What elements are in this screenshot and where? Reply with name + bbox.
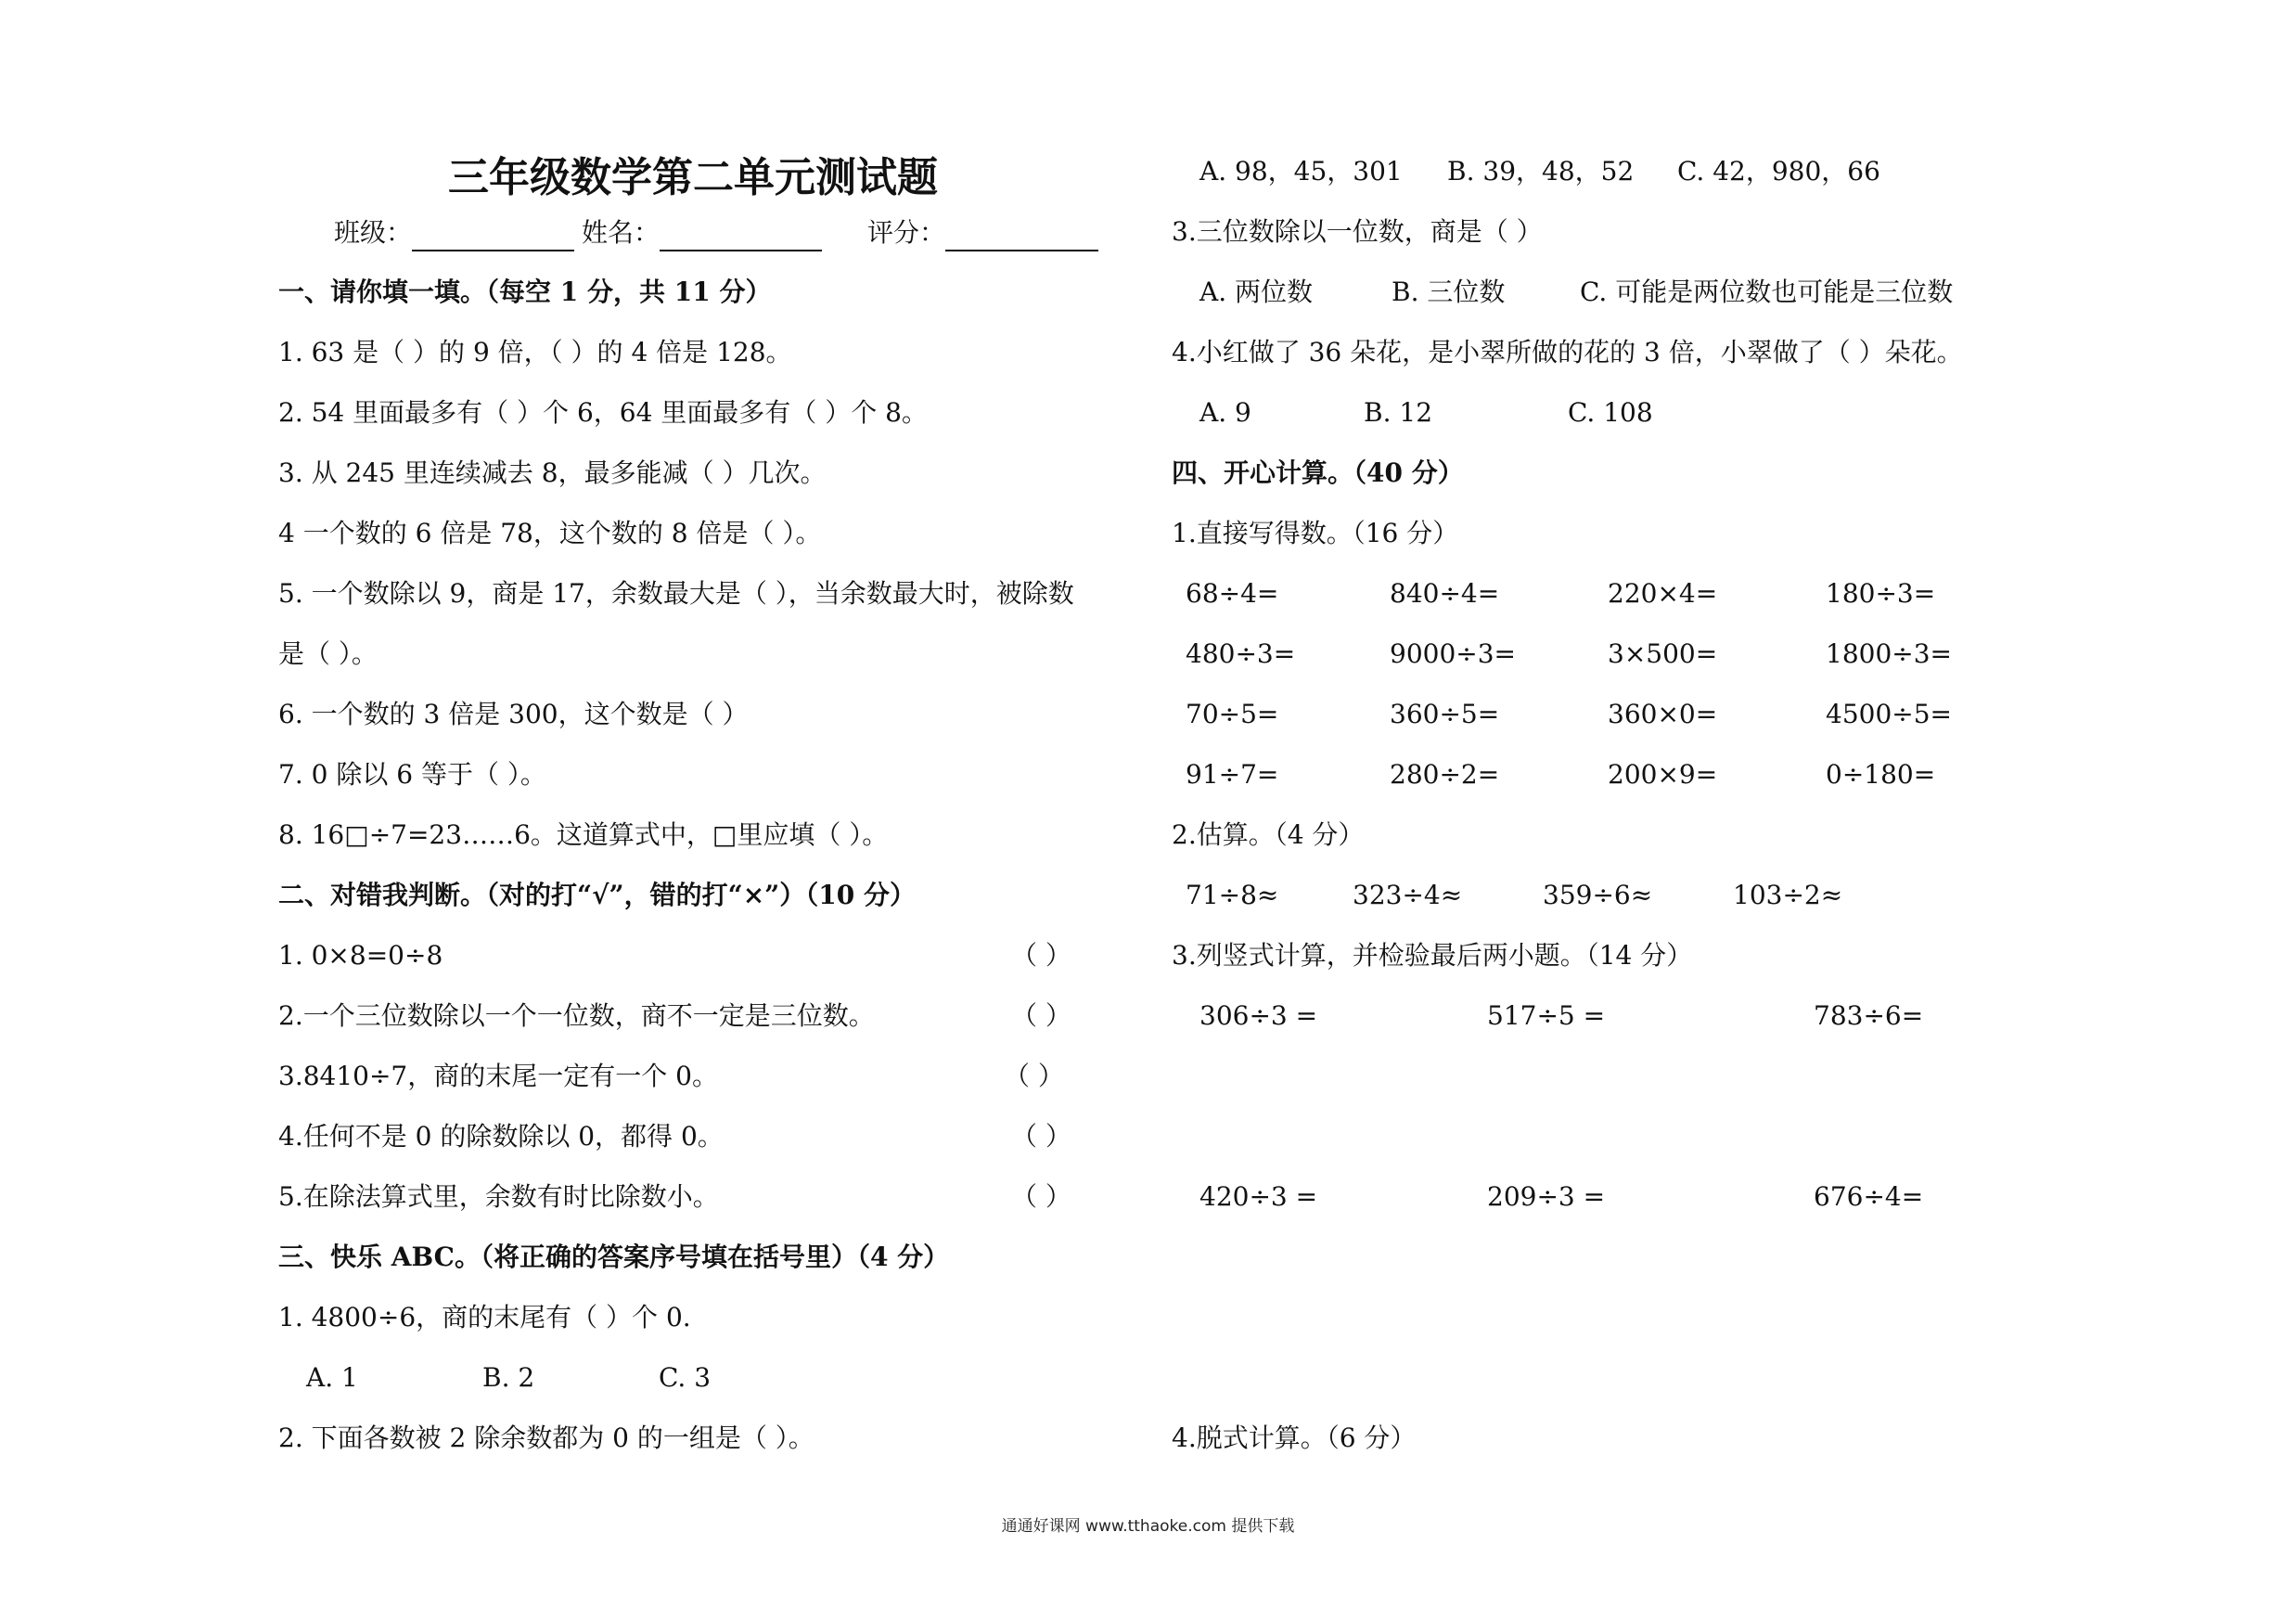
s3-q4-option-c: C. 108 [1568,397,1653,428]
name-blank[interactable] [660,250,822,251]
s3-question-4: 4.小红做了 36 朵花，是小翠所做的花的 3 倍，小翠做了（ ）朵花。 [1172,337,1963,367]
direct-calc: 220×4= [1608,578,1718,609]
s2-question-5: 5.在除法算式里，余数有时比除数小。 [278,1181,719,1212]
s3-q3-option-c: C. 可能是两位数也可能是三位数 [1580,277,1954,307]
direct-calc: 68÷4= [1186,578,1279,609]
section2-heading: 二、对错我判断。（对的打“√”，错的打“×”）（10 分） [278,880,917,910]
s4-sub3-heading: 3.列竖式计算，并检验最后两小题。（14 分） [1172,940,1693,971]
s3-q2-option-c: C. 42，980，66 [1677,156,1880,187]
s3-question-3: 3.三位数除以一位数，商是（ ） [1172,216,1543,247]
s2-question-1: 1. 0×8=0÷8 [278,940,443,971]
s2-answer-2[interactable]: （ ） [1011,1000,1071,1031]
page-title: 三年级数学第二单元测试题 [448,154,938,201]
direct-calc: 180÷3= [1826,578,1936,609]
estimate-item: 103÷2≈ [1733,880,1843,910]
s1-question-8: 8. 16□÷7=23……6。这道算式中，□里应填（ ）。 [278,819,889,850]
direct-calc: 360÷5= [1390,699,1500,729]
s2-question-4: 4.任何不是 0 的除数除以 0，都得 0。 [278,1121,724,1152]
direct-calc: 1800÷3= [1826,638,1952,669]
direct-calc: 280÷2= [1390,759,1500,790]
s3-q3-option-b: B. 三位数 [1392,277,1506,307]
s1-question-7: 7. 0 除以 6 等于（ ）。 [278,759,546,790]
section4-heading: 四、开心计算。（40 分） [1172,457,1464,488]
score-label: 评分： [867,217,946,248]
s3-q3-option-a: A. 两位数 [1199,277,1314,307]
direct-calc: 91÷7= [1186,759,1279,790]
s3-question-2: 2. 下面各数被 2 除余数都为 0 的一组是（ ）。 [278,1422,815,1453]
direct-calc: 840÷4= [1390,578,1500,609]
name-label: 姓名： [582,217,661,248]
s2-answer-5[interactable]: （ ） [1011,1181,1071,1212]
estimate-item: 359÷6≈ [1543,880,1653,910]
s3-q4-option-b: B. 12 [1364,397,1433,428]
s1-question-5: 5. 一个数除以 9，商是 17，余数最大是（ ），当余数最大时，被除数 [278,578,1074,609]
direct-calc: 70÷5= [1186,699,1279,729]
direct-calc: 3×500= [1608,638,1718,669]
class-blank[interactable] [412,250,574,251]
vertical-calc: 783÷6= [1814,1000,1924,1031]
s4-sub4-heading: 4.脱式计算。（6 分） [1172,1422,1417,1453]
vertical-calc: 209÷3 = [1487,1181,1606,1212]
direct-calc: 200×9= [1608,759,1718,790]
direct-calc: 9000÷3= [1390,638,1516,669]
direct-calc: 360×0= [1608,699,1718,729]
vertical-calc: 420÷3 = [1199,1181,1318,1212]
s3-q2-option-b: B. 39，48，52 [1447,156,1635,187]
s3-q2-option-a: A. 98，45，301 [1199,156,1403,187]
estimate-item: 71÷8≈ [1186,880,1279,910]
s3-q1-option-b: B. 2 [482,1362,535,1393]
s1-question-4: 4 一个数的 6 倍是 78，这个数的 8 倍是（ ）。 [278,518,822,548]
s1-question-5-cont: 是（ ）。 [278,638,378,669]
direct-calc: 480÷3= [1186,638,1296,669]
score-blank[interactable] [945,250,1098,251]
section1-heading: 一、请你填一填。（每空 1 分，共 11 分） [278,277,772,307]
s3-question-1: 1. 4800÷6，商的末尾有（ ）个 0. [278,1302,691,1332]
s2-question-2: 2.一个三位数除以一个一位数，商不一定是三位数。 [278,1000,875,1031]
s2-question-3: 3.8410÷7，商的末尾一定有一个 0。 [278,1061,718,1091]
vertical-calc: 306÷3 = [1199,1000,1318,1031]
class-field [334,214,574,251]
s4-sub1-heading: 1.直接写得数。（16 分） [1172,518,1459,548]
s1-question-2: 2. 54 里面最多有（ ）个 6，64 里面最多有（ ）个 8。 [278,397,928,428]
s1-question-3: 3. 从 245 里连续减去 8，最多能减（ ）几次。 [278,457,827,488]
s1-question-6: 6. 一个数的 3 倍是 300，这个数是（ ） [278,699,749,729]
vertical-calc: 517÷5 = [1487,1000,1606,1031]
s3-q1-option-a: A. 1 [306,1362,358,1393]
estimate-item: 323÷4≈ [1353,880,1463,910]
section3-heading: 三、快乐 ABC。（将正确的答案序号填在括号里）（4 分） [278,1242,950,1272]
class-label: 班级： [334,217,413,248]
s3-q1-option-c: C. 3 [659,1362,712,1393]
s1-question-1: 1. 63 是（ ）的 9 倍，（ ）的 4 倍是 128。 [278,337,792,367]
direct-calc: 0÷180= [1826,759,1936,790]
direct-calc: 4500÷5= [1826,699,1952,729]
s2-answer-4[interactable]: （ ） [1011,1121,1071,1152]
s3-q4-option-a: A. 9 [1199,397,1251,428]
s4-sub2-heading: 2.估算。（4 分） [1172,819,1365,850]
score-field [867,214,1098,251]
page-footer: 通通好课网 www.tthaoke.com 提供下载 [1001,1517,1295,1536]
vertical-calc: 676÷4= [1814,1181,1924,1212]
s2-answer-3[interactable]: （ ） [1004,1061,1064,1091]
name-field [582,214,822,251]
s2-answer-1[interactable]: （ ） [1011,940,1071,971]
